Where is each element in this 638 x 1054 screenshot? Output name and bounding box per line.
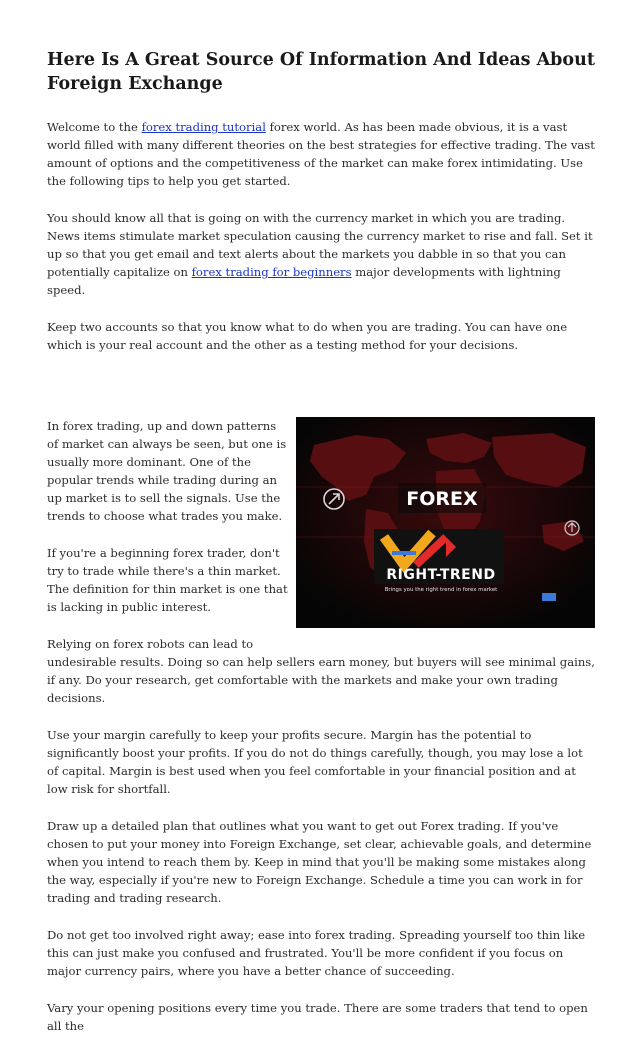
paragraph-market-news [47, 209, 595, 299]
forex-trading-for-beginners-link[interactable]: forex trading for beginners [191, 265, 352, 279]
article-title: Here Is A Great Source Of Information And Ideas About Foreign Exchange [47, 50, 595, 94]
forex-trading-tutorial-link[interactable]: forex trading tutorial [141, 120, 266, 134]
paragraph-intro [47, 118, 595, 190]
brand-name: RIGHT-TREND [386, 567, 496, 583]
paragraph-up-down-patterns: In forex trading, up and down patterns of market can always be seen, but one is usually more dominant. One of the popular trends while trading during an up market is to sell the signals. Use the trends to choose what trades you make. [47, 419, 287, 523]
paragraph-forex-robots: Relying on forex robots can lead to undesirable results. Doing so can help sellers earn money, but buyers will see minimal gains, if any. Do your research, get comfortable with the markets and make your own trading decisions. [47, 637, 595, 705]
paragraph-thin-market: If you're a beginning forex trader, don't try to trade while there's a thin market. The definition for thin market is one that is lacking in public interest. [47, 546, 288, 614]
spacer [47, 373, 595, 417]
paragraph-market-news-text-1: You should know all that is going on with the currency market in which you are trading. News items stimulate market speculation causing the currency market to rise and fall. Set it up so that you get email and text alerts about the markets you dabble in so that you can potentially capitalize on [47, 211, 593, 279]
paragraph-two-accounts: Keep two accounts so that you know what to do when you are trading. You can have one which is your real account and the other as a testing method for your decisions. [47, 320, 568, 352]
paragraph-intro-text-2: forex world. As has been made obvious, it is a vast world filled with many different theories on the best strategies for effective trading. The vast amount of options and the competitiveness of the market can make forex intimidating. Use the following tips to help you get started. [47, 120, 595, 188]
paragraph-ease-into-trading: Do not get too involved right away; ease into forex trading. Spreading yourself too thin like this can just make you confused and frustrated. You'll be more confident if you focus on major currency pairs, where you have a better chance of succeeding. [47, 928, 586, 978]
forex-banner-image [296, 417, 595, 628]
paragraph-vary-positions: Vary your opening positions every time you trade. There are some traders that tend to open all the [47, 1001, 588, 1033]
paragraph-market-news-text-2: major developments with lightning speed. [47, 265, 561, 297]
document-page [47, 48, 595, 1054]
paragraph-intro-text-1: Welcome to the [47, 120, 142, 134]
brand-tagline: Brings you the right trend in forex market [384, 587, 498, 593]
forex-banner-graphic [296, 417, 595, 628]
small-badge-icon [542, 593, 556, 601]
forex-heading: FOREX [406, 488, 478, 510]
paragraph-detailed-plan: Draw up a detailed plan that outlines what you want to get out Forex trading. If you've chosen to put your money into Foreign Exchange, set clear, achievable goals, and determine when you intend to reach them by. Keep in mind that you'll be making some mistakes along the way, especially if you're new to Foreign Exchange. Schedule a time you can work in for trading and trading research. [47, 819, 592, 905]
paragraph-margin: Use your margin carefully to keep your profits secure. Margin has the potential to significantly boost your profits. If you do not do things carefully, though, you may lose a lot of capital. Margin is best used when you feel comfortable in your financial position and at low risk for shortfall. [47, 728, 583, 796]
